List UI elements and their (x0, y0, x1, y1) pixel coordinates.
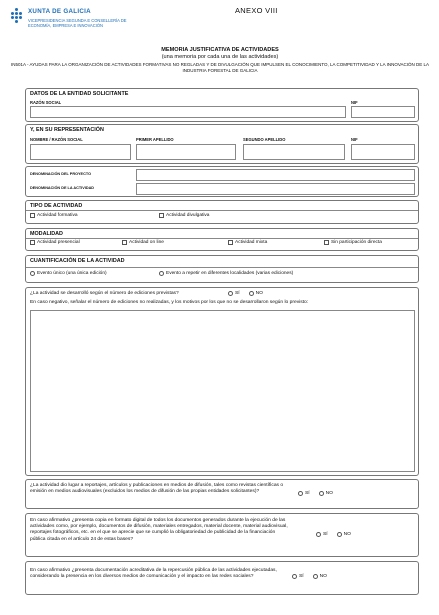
mixed-label: Actividad mixta (235, 240, 268, 245)
option-mixed[interactable] (228, 240, 267, 245)
copy-question-section (25, 513, 419, 557)
quantification-title: CUANTIFICACIÓN DE LA ACTIVIDAD (30, 258, 125, 264)
second-surname-label: SEGUNDO APELLIDO (243, 137, 286, 142)
xunta-emblem-icon (10, 8, 24, 22)
representation-section (25, 124, 419, 164)
no-direct-participation-checkbox[interactable] (324, 240, 329, 245)
entity-nif-field[interactable] (351, 106, 415, 118)
in-person-checkbox[interactable] (30, 240, 35, 245)
first-surname-field[interactable] (136, 144, 236, 160)
modality-section (25, 228, 419, 251)
media-question-section (25, 479, 419, 509)
editions-negative-note: En caso negativo, señalar el número de ediciones no realizadas, y los motivos por los que no se desarrollaron según lo previsto: (30, 300, 309, 305)
option-formative-activity[interactable] (30, 213, 78, 218)
media-yes-no (295, 491, 339, 496)
activity-type-title: TIPO DE ACTIVIDAD (30, 203, 83, 209)
form-titles (10, 47, 430, 73)
editions-explanation-textarea[interactable] (30, 310, 415, 472)
impact-yes-radio[interactable] (292, 574, 297, 579)
entity-nif-label: NIF (351, 100, 358, 105)
impact-yes-label: SÍ (299, 574, 304, 579)
single-event-label: Evento único (una única edición) (37, 271, 107, 276)
divulgative-checkbox[interactable] (159, 213, 164, 218)
online-checkbox[interactable] (122, 240, 127, 245)
form-subtitle: (una memoria por cada una de las actividades) (161, 54, 279, 60)
editions-section (25, 287, 419, 476)
option-online[interactable] (122, 240, 164, 245)
entity-section (25, 88, 419, 122)
media-yes-label: SÍ (305, 491, 310, 496)
editions-no-label: NO (255, 291, 263, 296)
impact-question-section (25, 561, 419, 595)
activity-name-field[interactable] (136, 183, 415, 195)
option-divulgative-activity[interactable] (159, 213, 209, 218)
annex-label: ANEXO VIII (235, 6, 278, 15)
repeated-event-radio[interactable] (159, 271, 164, 276)
editions-yes-label: SÍ (235, 291, 240, 296)
media-no-label: NO (325, 491, 333, 496)
copy-no-radio[interactable] (337, 532, 342, 537)
representative-nif-field[interactable] (351, 144, 415, 160)
editions-yes-no (225, 291, 269, 296)
copy-yes-radio[interactable] (316, 532, 321, 537)
activity-name-label: DENOMINACIÓN DE LA ACTIVIDAD (30, 186, 95, 190)
editions-question: ¿La actividad se desarrolló según el número de ediciones previstas? (30, 291, 179, 296)
impact-yes-no (289, 574, 333, 579)
copy-question: En caso afirmativo ¿presenta copia en formato digital de todos los documentos generados durante la ejecución de las actividades como, por ejemplo, documentos de difusión, materiales entregados, material docente, material audiovisual, reportajes fotográficos, etc. en el que se aprecie que se cumplió la obligatoriedad de publicidad de la financiación pública citada en el artículo 24 de estas bases? (30, 518, 288, 542)
logo-department: VICEPRESIDENCIA SEGUNDA E CONSELLERÍA DE ECONOMÍA, EMPRESA E INNOVACIÓN (28, 18, 127, 28)
razon-social-field[interactable] (30, 106, 346, 118)
representative-name-field[interactable] (30, 144, 131, 160)
mixed-checkbox[interactable] (228, 240, 233, 245)
media-no-radio[interactable] (319, 491, 324, 496)
copy-yes-label: SÍ (323, 532, 328, 537)
representative-nif-label: NIF (351, 137, 358, 142)
first-surname-label: PRIMER APELLIDO (136, 137, 174, 142)
impact-no-label: NO (319, 574, 327, 579)
project-name-field[interactable] (136, 169, 415, 181)
in-person-label: Actividad presencial (37, 240, 80, 245)
copy-yes-no (313, 532, 357, 537)
option-in-person[interactable] (30, 240, 80, 245)
single-event-radio[interactable] (30, 271, 35, 276)
procedure-title: IN501A - AYUDAS PARA LA ORGANIZACIÓN DE ACTIVIDADES FORMATIVAS NO REGLADAS Y DE DIVULGACIÓN QUE IMPULSEN EL CONOCIMIENTO, LA COMPETITIVIDAD Y LA INNOVACIÓN DE LA INDUSTRIA FORESTAL DE GALICIA (10, 62, 430, 73)
repeated-event-label: Evento a repetir en diferentes localidades (varias ediciones) (166, 271, 294, 276)
no-direct-participation-label: Sin participación directa (331, 240, 382, 245)
activity-type-section (25, 200, 419, 224)
online-label: Actividad on line (129, 240, 164, 245)
media-question: ¿La actividad dio lugar a reportajes, artículos y publicaciones en medios de difusión, tales como revistas científicas o emisión en medios audiovisuales (excluidos los medios de difusión de las propias entidades solicitantes)? (30, 483, 284, 495)
formative-checkbox[interactable] (30, 213, 35, 218)
logo-name: XUNTA DE GALICIA (28, 8, 91, 15)
modality-title: MODALIDAD (30, 231, 63, 237)
quantification-section (25, 255, 419, 283)
project-section (25, 166, 419, 197)
entity-section-title: DATOS DE LA ENTIDAD SOLICITANTE (30, 91, 129, 97)
divulgative-label: Actividad divulgativa (166, 213, 210, 218)
project-name-label: DENOMINACIÓN DEL PROYECTO (30, 172, 92, 176)
form-title: MEMORIA JUSTIFICATIVA DE ACTIVIDADES (161, 47, 279, 53)
second-surname-field[interactable] (243, 144, 345, 160)
impact-question: En caso afirmativo ¿presenta documentación acreditativa de la repercusión pública de las actividades ejecutadas, considerando la presencia en los diversos medios de comunicación y el impacto en las redes sociales? (30, 568, 277, 580)
formative-label: Actividad formativa (37, 213, 78, 218)
editions-no-radio[interactable] (249, 291, 254, 296)
copy-no-label: NO (343, 532, 351, 537)
representative-name-label: NOMBRE / RAZÓN SOCIAL (30, 137, 83, 142)
option-repeated-event[interactable] (159, 271, 293, 276)
option-single-event[interactable] (30, 271, 107, 276)
option-no-direct-participation[interactable] (324, 240, 382, 245)
media-yes-radio[interactable] (298, 491, 303, 496)
representation-section-title: Y, EN SU REPRESENTACIÓN (30, 127, 104, 133)
razon-social-label: RAZÓN SOCIAL (30, 100, 62, 105)
editions-yes-radio[interactable] (228, 291, 233, 296)
impact-no-radio[interactable] (313, 574, 318, 579)
